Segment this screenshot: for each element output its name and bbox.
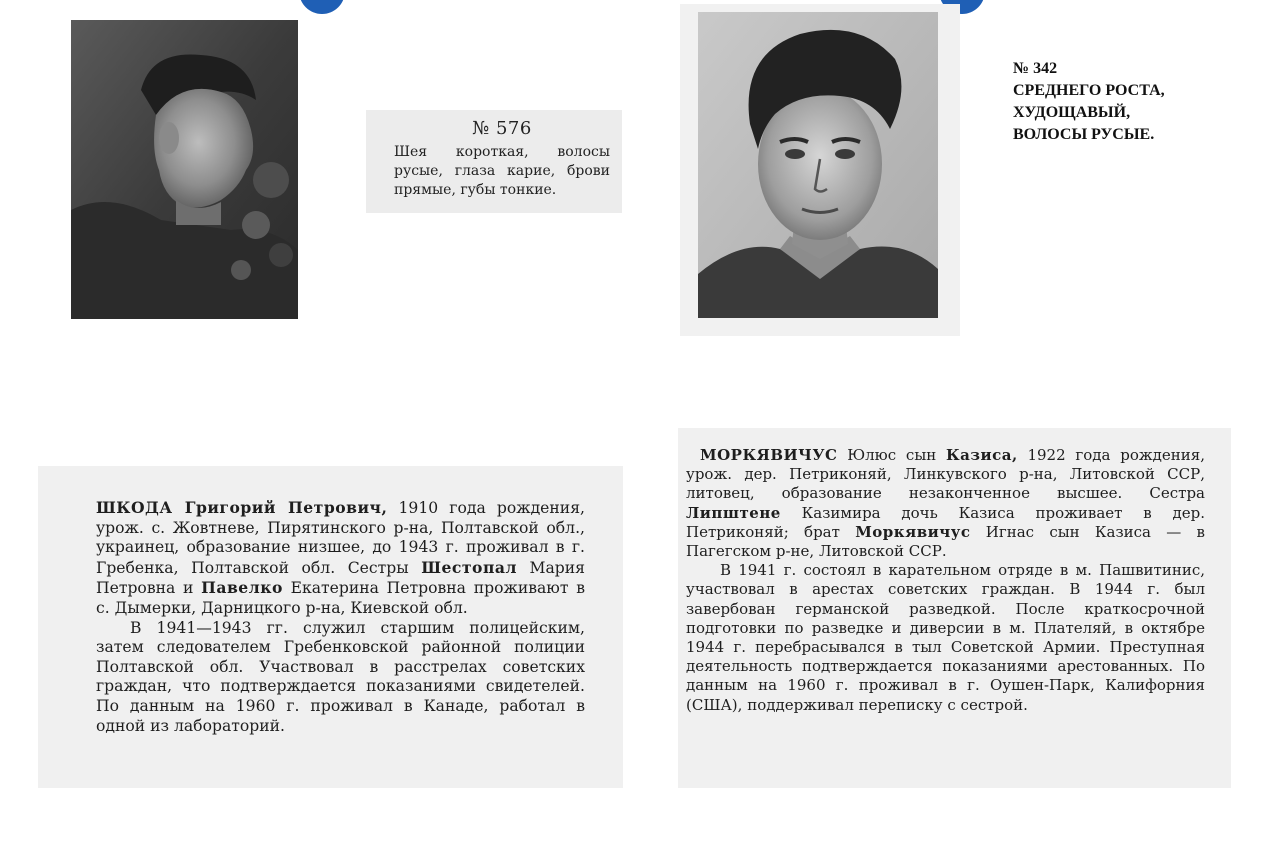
card-number: № 342 (1013, 60, 1058, 77)
description-card-342 (1013, 58, 1253, 146)
biography-paragraph: В 1941—1943 гг. служил старшим полицейским, затем следователем Гребенковской районной полиции Полтавской обл. Участвовал в расстрелах советских граждан, что подтверждается показаниями свидетелей. По данным на 1960 г. проживал в Канаде, работал в одной из лабораторий. (96, 618, 585, 735)
card-line-height: СРЕДНЕГО РОСТА, (1013, 82, 1165, 99)
person-name: ШКОДА Григорий Петрович, (96, 498, 388, 517)
card-line-hair: ВОЛОСЫ РУСЫЕ. (1013, 126, 1155, 143)
portrait-photo-left (71, 20, 298, 319)
biography-paragraph: В 1941 г. состоял в карательном отряде в м. Пашвитинис, участвовал в арестах советских граждан. В 1944 г. был завербован германской разведкой. После краткосрочной подготовки по разведке и диверсии в м. Плателяй, в октябре 1944 г. перебрасывался в тыл Советской Армии. Преступная деятельность подтверждается показаниями арестованных. По данным на 1960 г. проживал в г. Оушен-Парк, Калифорния (США), поддерживал переписку с сестрой. (686, 561, 1205, 714)
biography-text: Мария Петровна и (96, 558, 586, 598)
biography-text: Екатерина Петровна проживают в с. Дымерки, Дарницкого р-на, Киевской обл. (96, 579, 585, 617)
biography-paragraph (96, 498, 585, 619)
relative-name: Моркявичус (855, 522, 971, 541)
biography-text: Казимира дочь Казиса проживает в дер. Петриконяй; брат (686, 503, 1205, 541)
biography-text: 1922 года рождения, урож. дер. Петриконяй, Линкувского р-на, Литовской ССР, литовец, образование незаконченное высшее. Сестра (686, 446, 1205, 503)
blue-dot-marker (299, 0, 345, 14)
relative-name: Шестопал (421, 557, 517, 577)
relative-name: Липштене (686, 503, 781, 522)
father-name: Казиса, (946, 446, 1018, 464)
biography-paragraph (686, 446, 1205, 561)
description-card-576 (366, 110, 622, 213)
biography-text-left (38, 466, 623, 788)
relative-name: Павелко (201, 578, 283, 598)
card-line-build: ХУДОЩАВЫЙ, (1013, 104, 1131, 121)
person-surname: МОРКЯВИЧУС (700, 446, 838, 464)
biography-text: 1910 года рождения, урож. с. Жовтневе, Пирятинского р-на, Полтавской обл., украинец, образование низшее, до 1943 г. проживал в г. Гребенка, Полтавской обл. Сестры (96, 499, 585, 577)
biography-text-right (678, 428, 1231, 788)
card-number: № 576 (472, 118, 532, 139)
card-description: Шея короткая, волосы русые, глаза карие, брови прямые, губы тонкие. (394, 144, 610, 198)
biography-text: Юлюс сын (837, 446, 947, 464)
portrait-photo-right (680, 4, 960, 336)
biography-text: Игнас сын Казиса — в Пагегском р-не, Литовской ССР. (686, 522, 1205, 561)
